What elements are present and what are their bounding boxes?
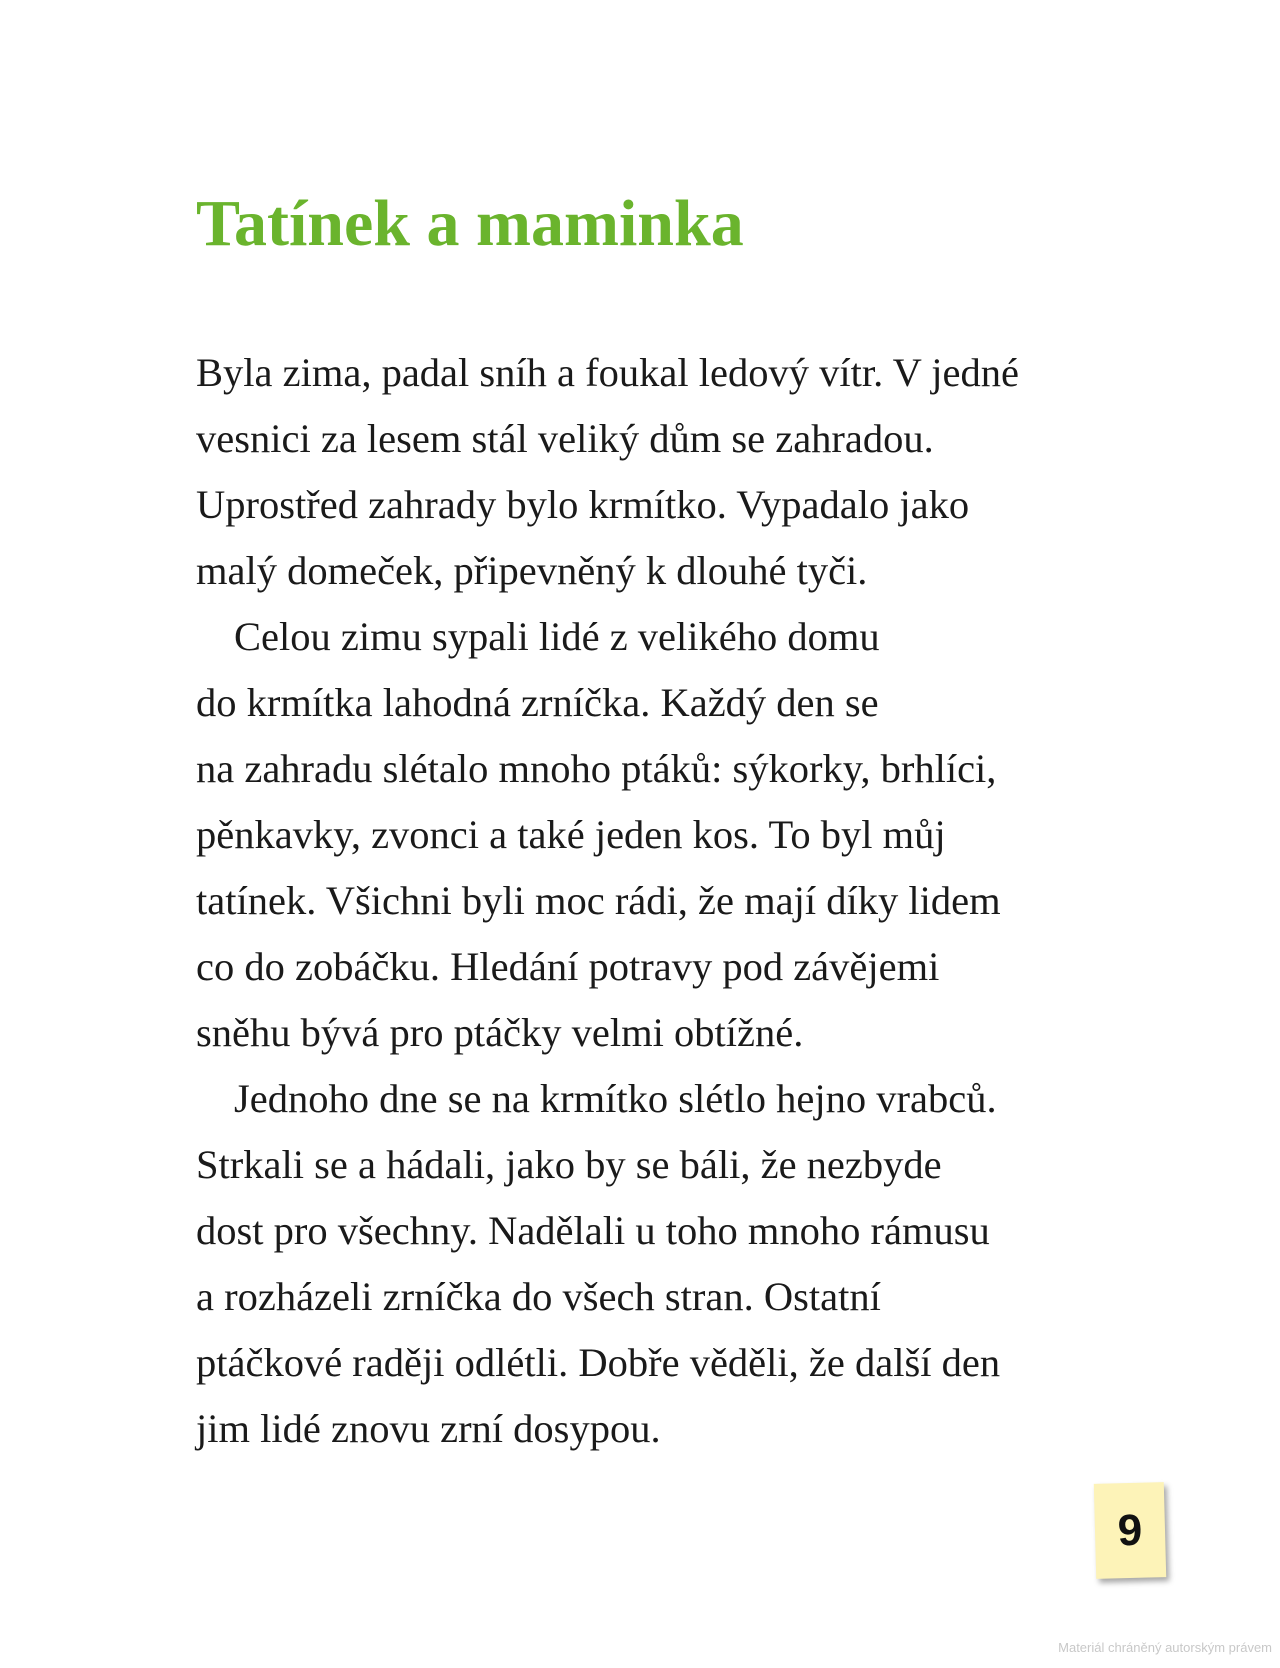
body-text: [196, 340, 1156, 1462]
text-line: do krmítka lahodná zrníčka. Každý den se: [196, 680, 879, 725]
text-line-paragraph-start: Jednoho dne se na krmítko slétlo hejno vrabců.: [234, 1076, 997, 1121]
page-number-note: [1094, 1482, 1166, 1579]
text-line-paragraph-start: Celou zimu sypali lidé z velikého domu: [234, 614, 880, 659]
text-line: ptáčkové raději odlétli. Dobře věděli, že další den: [196, 1340, 1001, 1385]
text-line: Byla zima, padal sníh a foukal ledový vítr. V jedné: [196, 350, 1019, 395]
text-line: dost pro všechny. Nadělali u toho mnoho rámusu: [196, 1208, 990, 1253]
text-line: pěnkavky, zvonci a také jeden kos. To byl můj: [196, 812, 946, 857]
text-line: sněhu bývá pro ptáčky velmi obtížné.: [196, 1010, 804, 1055]
text-line: a rozházeli zrníčka do všech stran. Ostatní: [196, 1274, 881, 1319]
text-line: co do zobáčku. Hledání potravy pod závějemi: [196, 944, 940, 989]
text-line: malý domeček, připevněný k dlouhé tyči.: [196, 548, 868, 593]
copyright-notice: Materiál chráněný autorským právem: [1058, 1640, 1272, 1655]
chapter-title: Tatínek a maminka: [196, 187, 744, 260]
text-line: Uprostřed zahrady bylo krmítko. Vypadalo jako: [196, 482, 970, 527]
text-line: jim lidé znovu zrní dosypou.: [196, 1406, 661, 1451]
text-line: na zahradu slétalo mnoho ptáků: sýkorky, brhlíci,: [196, 746, 997, 791]
text-line: Strkali se a hádali, jako by se báli, že nezbyde: [196, 1142, 942, 1187]
page-number: 9: [1117, 1505, 1143, 1555]
text-line: tatínek. Všichni byli moc rádi, že mají díky lidem: [196, 878, 1001, 923]
text-line: vesnici za lesem stál veliký dům se zahradou.: [196, 416, 934, 461]
